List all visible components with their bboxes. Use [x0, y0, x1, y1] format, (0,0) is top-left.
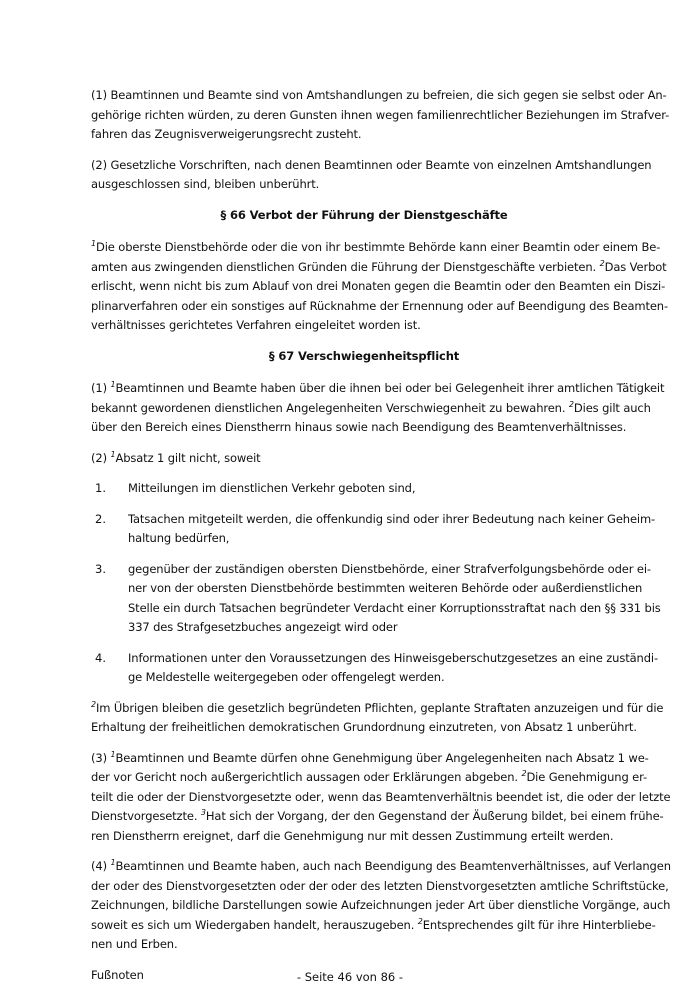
page-number-footer: - Seite 46 von 86 - — [296, 970, 404, 984]
text-line: der oder des Dienstvorgesetzten oder der oder des letzten Dienstvorgesetzten amtliche Schriftstücke, — [91, 878, 669, 893]
text-line: verhältnisses gerichtetes Verfahren eingeleitet worden ist. — [91, 318, 421, 332]
paragraph-65-2 — [91, 156, 652, 195]
section-heading-67: § 67 Verschwiegenheitspflicht — [268, 348, 460, 363]
sentence-number: 1 — [110, 749, 116, 759]
text-line: Informationen unter den Voraussetzungen des Hinweisgeberschutzgesetzes an eine zuständi- — [128, 650, 658, 665]
sentence-number: 1 — [110, 380, 116, 389]
text-line: Erhaltung der freiheitlichen demokratischen Grundordnung einzutreten, von Absatz 1 unberührt. — [91, 720, 637, 734]
text-line: 337 des Strafgesetzbuches angezeigt wird oder — [128, 620, 398, 634]
list-item-text — [128, 510, 655, 549]
list-number: 4. — [95, 650, 106, 665]
paragraph-67-1 — [91, 379, 665, 438]
text-line: soweit es sich um Wiedergaben handelt, herauszugeben. $^2$Entsprechendes gilt für ihre Hinterbliebe- — [91, 916, 656, 932]
list-number: 1. — [95, 481, 106, 495]
text-line: $^1$Die oberste Dienstbehörde oder die von ihr bestimmte Behörde kann einer Beamtin oder einem Be- — [91, 239, 661, 254]
paragraph-67-2-intro — [91, 449, 637, 469]
sentence-number: 1 — [110, 858, 116, 867]
text-line: nen und Erben. — [91, 937, 178, 951]
list-item-4 — [91, 649, 658, 688]
paragraph-67-4 — [91, 857, 671, 955]
sentence-number: 2 — [91, 699, 96, 709]
text-line: ausgeschlossen sind, bleiben unberührt. — [91, 177, 320, 191]
page-content — [91, 86, 671, 985]
text-line: (3) $^1$Beamtinnen und Beamte dürfen ohne Genehmigung über Angelegenheiten nach Absatz 1 we- — [91, 749, 649, 765]
text-line: fahren das Zeugnisverweigerungsrecht zusteht. — [91, 127, 362, 141]
text-line: der vor Gericht noch außergerichtlich aussagen oder Erklärungen abgeben. $^2$Die Genehmigung er- — [91, 769, 648, 784]
section-heading-66: § 66 Verbot der Führung der Dienstgeschäfte — [220, 207, 508, 222]
sentence-number: 3 — [200, 808, 206, 817]
text-line: ren Dienstherrn ereignet, darf die Genehmigung nur mit dessen Zustimmung erteilt werden. — [91, 828, 614, 843]
text-line: Mitteilungen im dienstlichen Verkehr geboten sind, — [128, 481, 416, 495]
text-line: (1) $^1$Beamtinnen und Beamte haben über die ihnen bei oder bei Gelegenheit ihrer amtlichen Tätigkeit — [91, 380, 665, 395]
sentence-number: 1 — [110, 449, 116, 459]
list-item-1 — [91, 479, 637, 499]
text-line: Dienstvorgesetzte. $^3$Hat sich der Vorgang, der den Gegenstand der Äußerung bildet, bei einem frühe- — [91, 808, 664, 823]
footnotes-label: Fußnoten — [91, 967, 144, 982]
text-line: über den Bereich eines Dienstherrn hinaus sowie nach Beendigung des Beamtenverhältnisses. — [91, 420, 627, 434]
sentence-number: 2 — [417, 916, 423, 926]
list-number: 3. — [95, 561, 106, 576]
paragraph-67-2-sentence-2 — [91, 699, 664, 738]
list-item-3 — [91, 560, 661, 638]
text-line: gegenüber der zuständigen obersten Dienstbehörde, einer Strafverfolgungsbehörde oder ei- — [128, 561, 651, 576]
list-item-text — [128, 649, 658, 688]
text-line: Zeichnungen, bildliche Darstellungen sowie Aufzeichnungen jeder Art über dienstliche Vorgänge, auch — [91, 898, 671, 912]
text-line: haltung bedürfen, — [128, 531, 230, 545]
text-line: ner von der obersten Dienstbehörde bestimmten weiteren Behörde oder außerdienstlichen — [128, 581, 643, 595]
text-line: (1) Beamtinnen und Beamte sind von Amtshandlungen zu befreien, die sich gegen sie selbst oder An- — [91, 88, 667, 102]
list-number: 2. — [95, 511, 106, 526]
sentence-number: 2 — [599, 258, 605, 268]
list-item-2 — [91, 510, 656, 549]
paragraph-65-1 — [91, 86, 670, 145]
paragraph-67-3 — [91, 749, 671, 847]
sentence-number: 2 — [521, 769, 527, 778]
text-line: erlischt, wenn nicht bis zum Ablauf von drei Monaten gegen die Beamtin oder den Beamten ein Diszi- — [91, 279, 666, 293]
sentence-number: 2 — [568, 399, 574, 409]
text-line: Tatsachen mitgeteilt werden, die offenkundig sind oder ihrer Bedeutung nach keiner Geheim- — [128, 511, 656, 526]
text-line: $^2$Im Übrigen bleiben die gesetzlich begründeten Pflichten, geplante Straftaten anzuzeigen und für die — [91, 699, 664, 715]
text-line: ge Meldestelle weitergegeben oder offengelegt werden. — [128, 670, 445, 684]
paragraph-66 — [91, 238, 668, 336]
text-line: bekannt gewordenen dienstlichen Angelegenheiten Verschwiegenheit zu bewahren. $^2$Dies gilt auch — [91, 399, 651, 415]
list-item-text — [128, 560, 661, 638]
text-line: (4) $^1$Beamtinnen und Beamte haben, auch nach Beendigung des Beamtenverhältnisses, auf Verlangen — [91, 858, 671, 873]
text-line: gehörige richten würden, zu deren Gunsten ihnen wegen familienrechtlicher Beziehungen im Strafver- — [91, 107, 670, 122]
text-line: (2) Gesetzliche Vorschriften, nach denen Beamtinnen oder Beamte von einzelnen Amtshandlungen — [91, 157, 652, 172]
sentence-number: 1 — [91, 239, 96, 248]
text-line: teilt die oder der Dienstvorgesetzte oder, wenn das Beamtenverhältnis beendet ist, die oder der letzte — [91, 789, 671, 804]
text-line: plinarverfahren oder ein sonstiges auf Rücknahme der Ernennung oder auf Beendigung des Beamten- — [91, 298, 668, 313]
text-line: (2) $^1$Absatz 1 gilt nicht, soweit — [91, 449, 261, 465]
list-item-text — [128, 479, 637, 499]
text-line: Stelle ein durch Tatsachen begründeter Verdacht einer Korruptionsstraftat nach den §§ 331 bis — [128, 600, 661, 615]
text-line: amten aus zwingenden dienstlichen Gründen die Führung der Dienstgeschäfte verbieten. $^2$Das Verbot — [91, 258, 667, 274]
